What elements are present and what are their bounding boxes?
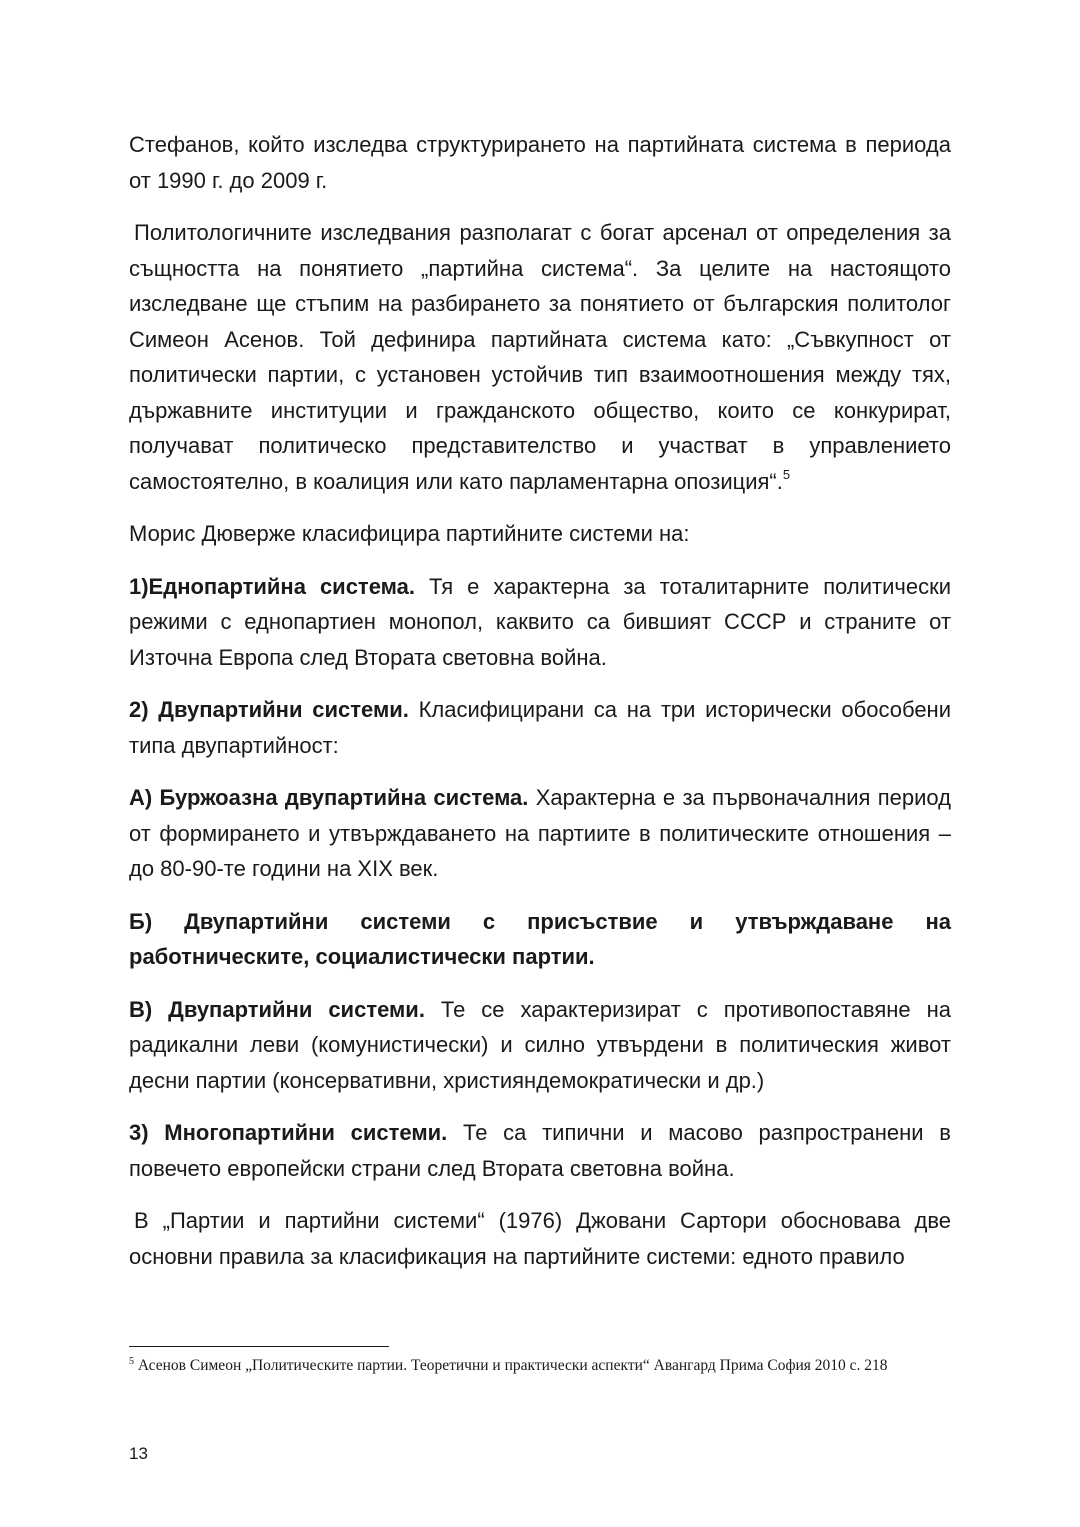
page-body xyxy=(129,127,951,1291)
paragraph xyxy=(129,569,951,676)
paragraph-text: В „Партии и партийни системи“ (1976) Джовани Сартори обосновава две основни правила за класификация на партийните системи: едното правило xyxy=(129,1208,951,1269)
paragraph-text: Морис Дюверже класифицира партийните системи на: xyxy=(129,521,690,546)
paragraph-heading: 3) Многопартийни системи. xyxy=(129,1120,448,1145)
paragraph-text: Стефанов, който изследва структурирането на партийната система в периода от 1990 г. до 2009 г. xyxy=(129,132,951,193)
paragraph xyxy=(129,1203,951,1274)
paragraph-text: Тя е характерна за тоталитарните политически режими с еднопартиен монопол, каквито са бившият СССР и страните от Източна Европа след Втората световна война. xyxy=(129,573,951,670)
paragraph-text: Класифицирани са на три исторически обособени типа двупартийност: xyxy=(129,697,951,758)
paragraph-heading: А) Буржоазна двупартийна система. xyxy=(129,785,529,810)
paragraph xyxy=(129,1115,951,1186)
paragraph xyxy=(129,904,951,975)
paragraph xyxy=(129,215,951,499)
page-number: 13 xyxy=(129,1444,148,1463)
footnote xyxy=(129,1357,951,1375)
paragraph-heading: В) Двупартийни системи. xyxy=(129,996,425,1022)
footnote-separator xyxy=(129,1346,389,1347)
paragraph-heading: 2) Двупартийни системи. xyxy=(129,697,409,722)
paragraph-text: Политологичните изследвания разполагат с богат арсенал от определения за същността на понятието „партийна система“. За целите на настоящото изследване ще стъпим на разбирането за понятието от българския политолог Симеон Асенов. Той дефинира партийната система като: „Съвкупност от политически партии, с установен устойчив тип взаимоотношения между тях, държавните институции и гражданското общество, които се конкурират, получават политическо представителство и участват в управлението самостоятелно, в коалиция или като парламентарна опозиция“. xyxy=(129,220,951,494)
paragraph-text: Те са типични и масово разпространени в повечето европейски страни след Втората световна война. xyxy=(129,1120,951,1181)
paragraph xyxy=(129,780,951,887)
paragraph-heading: Б) Двупартийни системи с присъствие и утвърждаване на работническите, социалистически партии. xyxy=(129,908,951,969)
paragraph xyxy=(129,127,951,198)
paragraph xyxy=(129,692,951,763)
footnote-marker: 5 xyxy=(129,1355,134,1367)
paragraph-heading: 1)Еднопартийна система. xyxy=(129,573,415,599)
footnote-text: Асенов Симеон „Политическите партии. Теоретични и практически аспекти“ Авангард Прима София 2010 с. 218 xyxy=(134,1357,888,1374)
paragraph-text: Характерна е за първоначалния период от формирането и утвърждаването на партиите в политическите отношения – до 80-90-те години на XIX век. xyxy=(129,785,951,881)
paragraph xyxy=(129,516,951,552)
paragraph-text: Те се характеризират с противопоставяне на радикални леви (комунистически) и силно утвърдени в политическия живот десни партии (консервативни, християндемократически и др.) xyxy=(129,996,951,1093)
footnote-reference: 5 xyxy=(782,467,791,483)
paragraph xyxy=(129,992,951,1099)
